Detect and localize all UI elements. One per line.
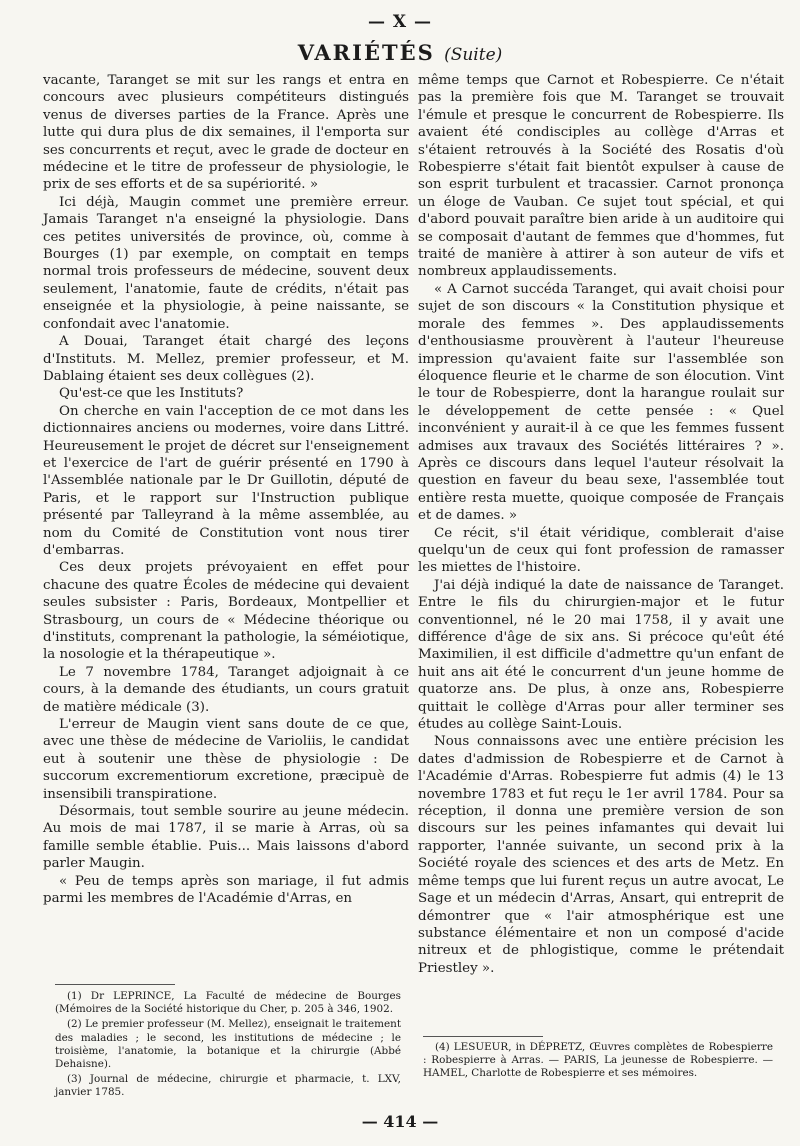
heading-subtitle: (Suite) <box>444 45 503 65</box>
paragraph: Le 7 novembre 1784, Taranget adjoignait à ce cours, à la demande des étudiants, un cours gratuit de matière médicale (3). <box>43 664 409 715</box>
page-number: — 414 — <box>361 1112 439 1131</box>
paragraph: vacante, Taranget se mit sur les rangs et entra en concours avec plusieurs compétiteurs distingués venus de diverses parties de la France. Après une lutte qui dura plus de dix semaines, il l'emporta sur ses concurrents et reçut, avec le grade de docteur en médecine et le titre de professeur de physiologie, le prix de ses efforts et de sa supériorité. » <box>43 73 409 193</box>
section-numeral: — X — <box>367 12 433 32</box>
paragraph: « Peu de temps après son mariage, il fut admis parmi les membres de l'Académie d'Arras, en <box>43 873 409 907</box>
paragraph: Nous connaissons avec une entière précision les dates d'admission de Robespierre et de Carnot à l'Académie d'Arras. Robespierre fut admis (4) le 13 novembre 1783 et fut reçu le 1er avril 1784. Pour sa réception, il donna une première version de son discours sur les peines infamantes qui devait lui rapporter, l'année suivante, un second prix à la Société royale des sciences et des arts de Metz. En même temps que lui furent reçus un autre avocat, Le Sage et un médecin d'Arras, Ansart, qui entreprit de démontrer que « l'air atmosphérique est une substance élémentaire et non un composé d'acide nitreux et de phlogistique, comme le prétendait Priestley ». <box>418 734 784 976</box>
paragraph: même temps que Carnot et Robespierre. Ce n'était pas la première fois que M. Taranget se trouvait l'émule et presque le concurrent de Robespierre. Ils avaient été condisciples au collège d'Arras et s'étaient retrouvés à la Société des Rosatis d'où Robespierre s'était fait bientôt expulser à cause de son esprit turbulent et tracassier. Carnot prononça un éloge de Vauban. Ce sujet tout spécial, et qui d'abord pouvait paraître bien aride à un auditoire qui se composait d'autant de femmes que d'hommes, fut traité de manière à attirer à son auteur de vifs et nombreux applaudissements. <box>418 73 784 280</box>
paragraph: Ce récit, s'il était véridique, comblerait d'aise quelqu'un de ceux qui font profession de ramasser les miettes de l'histoire. <box>418 525 784 576</box>
heading-title: VARIÉTÉS <box>297 40 435 65</box>
footnote-divider <box>423 1036 543 1037</box>
paragraph: A Douai, Taranget était chargé des leçons d'Instituts. M. Mellez, premier professeur, et M. Dablaing étaient ses deux collègues (2). <box>43 334 409 384</box>
paragraph: Ici déjà, Maugin commet une première erreur. Jamais Taranget n'a enseigné la physiologie. Dans ces petites universités de province, où, comme à Bourges (1) par exemple, on comptait en temps normal trois professeurs de médecine, souvent deux seulement, l'anatomie, faute de crédits, n'était pas enseignée et la physiologie, à peine naissante, se confondait avec l'anatomie. <box>43 194 409 332</box>
footnote: (2) Le premier professeur (M. Mellez), enseignait le traitement des maladies ; le second, les institutions de médecine ; le troisième, l'anatomie, la botanique et la chirurgie (Abbé Dehaisne). <box>55 1018 401 1071</box>
left-column <box>43 72 409 908</box>
paragraph: On cherche en vain l'acception de ce mot dans les dictionnaires anciens ou modernes, voire dans Littré. Heureusement le projet de décret sur l'enseignement et l'exercice de l'art de guérir présenté en 1790 à l'Assemblée nationale par le Dr Guillotin, député de Paris, et le rapport sur l'Instruction publique présenté par Talleyrand à la même assemblée, au nom du Comité de Constitution vont nous tirer d'embarras. <box>43 403 409 558</box>
footnote: (3) Journal de médecine, chirurgie et pharmacie, t. LXV, janvier 1785. <box>55 1073 401 1099</box>
footnote-divider <box>55 984 175 985</box>
footnote: (1) Dr LEPRINCE, La Faculté de médecine de Bourges (Mémoires de la Société historique du Cher, p. 205 à 346, 1902. <box>55 990 401 1016</box>
footnotes-right <box>423 1041 773 1083</box>
footnote: (4) LESUEUR, in DÉPRETZ, Œuvres complètes de Robespierre : Robespierre à Arras. — PARIS, La jeunesse de Robespierre. — HAMEL, Charlotte de Robespierre et ses mémoires. <box>423 1041 773 1080</box>
right-column <box>418 72 784 977</box>
paragraph: « A Carnot succéda Taranget, qui avait choisi pour sujet de son discours « la Constitution physique et morale des femmes ». Des applaudissements d'enthousiasme prouvèrent à l'auteur l'heureuse impression qu'avaient faite sur l'assemblée son éloquence fleurie et le charme de son élocution. Vint le tour de Robespierre, dont la harangue roulait sur le développement de cette pensée : « Quel inconvénient y aurait-il à ce que les femmes fussent admises aux travaux des Sociétés littéraires ? ». Après ce discours dans lequel l'auteur résolvait la question en faveur du beau sexe, l'assemblée tout entière resta muette, quoique composée de Français et de dames. » <box>418 281 784 524</box>
paragraph: Désormais, tout semble sourire au jeune médecin. Au mois de mai 1787, il se marie à Arras, où sa famille semble établie. Puis... Mais laissons d'abord parler Maugin. <box>43 804 409 872</box>
paragraph: Ces deux projets prévoyaient en effet pour chacune des quatre Écoles de médecine qui devaient seules subsister : Paris, Bordeaux, Montpellier et Strasbourg, un cours de « Médecine théorique ou d'instituts, comprenant la pathologie, la séméiotique, la nosologie et la thérapeutique ». <box>43 560 409 663</box>
footnotes-left <box>55 990 401 1102</box>
paragraph: J'ai déjà indiqué la date de naissance de Taranget. Entre le fils du chirurgien-major et le futur conventionnel, né le 20 mai 1758, il y avait une différence d'âge de six ans. Si précoce qu'eût été Maximilien, il est difficile d'admettre qu'un enfant de huit ans ait été le concurrent d'un jeune homme de quatorze ans. De plus, à onze ans, Robespierre quittait le collège d'Arras pour aller terminer ses études au collège Saint-Louis. <box>418 577 784 733</box>
paragraph: Qu'est-ce que les Instituts? <box>59 386 244 402</box>
page-heading <box>0 40 800 65</box>
paragraph: L'erreur de Maugin vient sans doute de ce que, avec une thèse de médecine de Varioliis, le candidat eut à soutenir une thèse de physiologie : De succorum excrementiorum excretione, præcipuè de insensibili transpiratione. <box>43 717 409 802</box>
